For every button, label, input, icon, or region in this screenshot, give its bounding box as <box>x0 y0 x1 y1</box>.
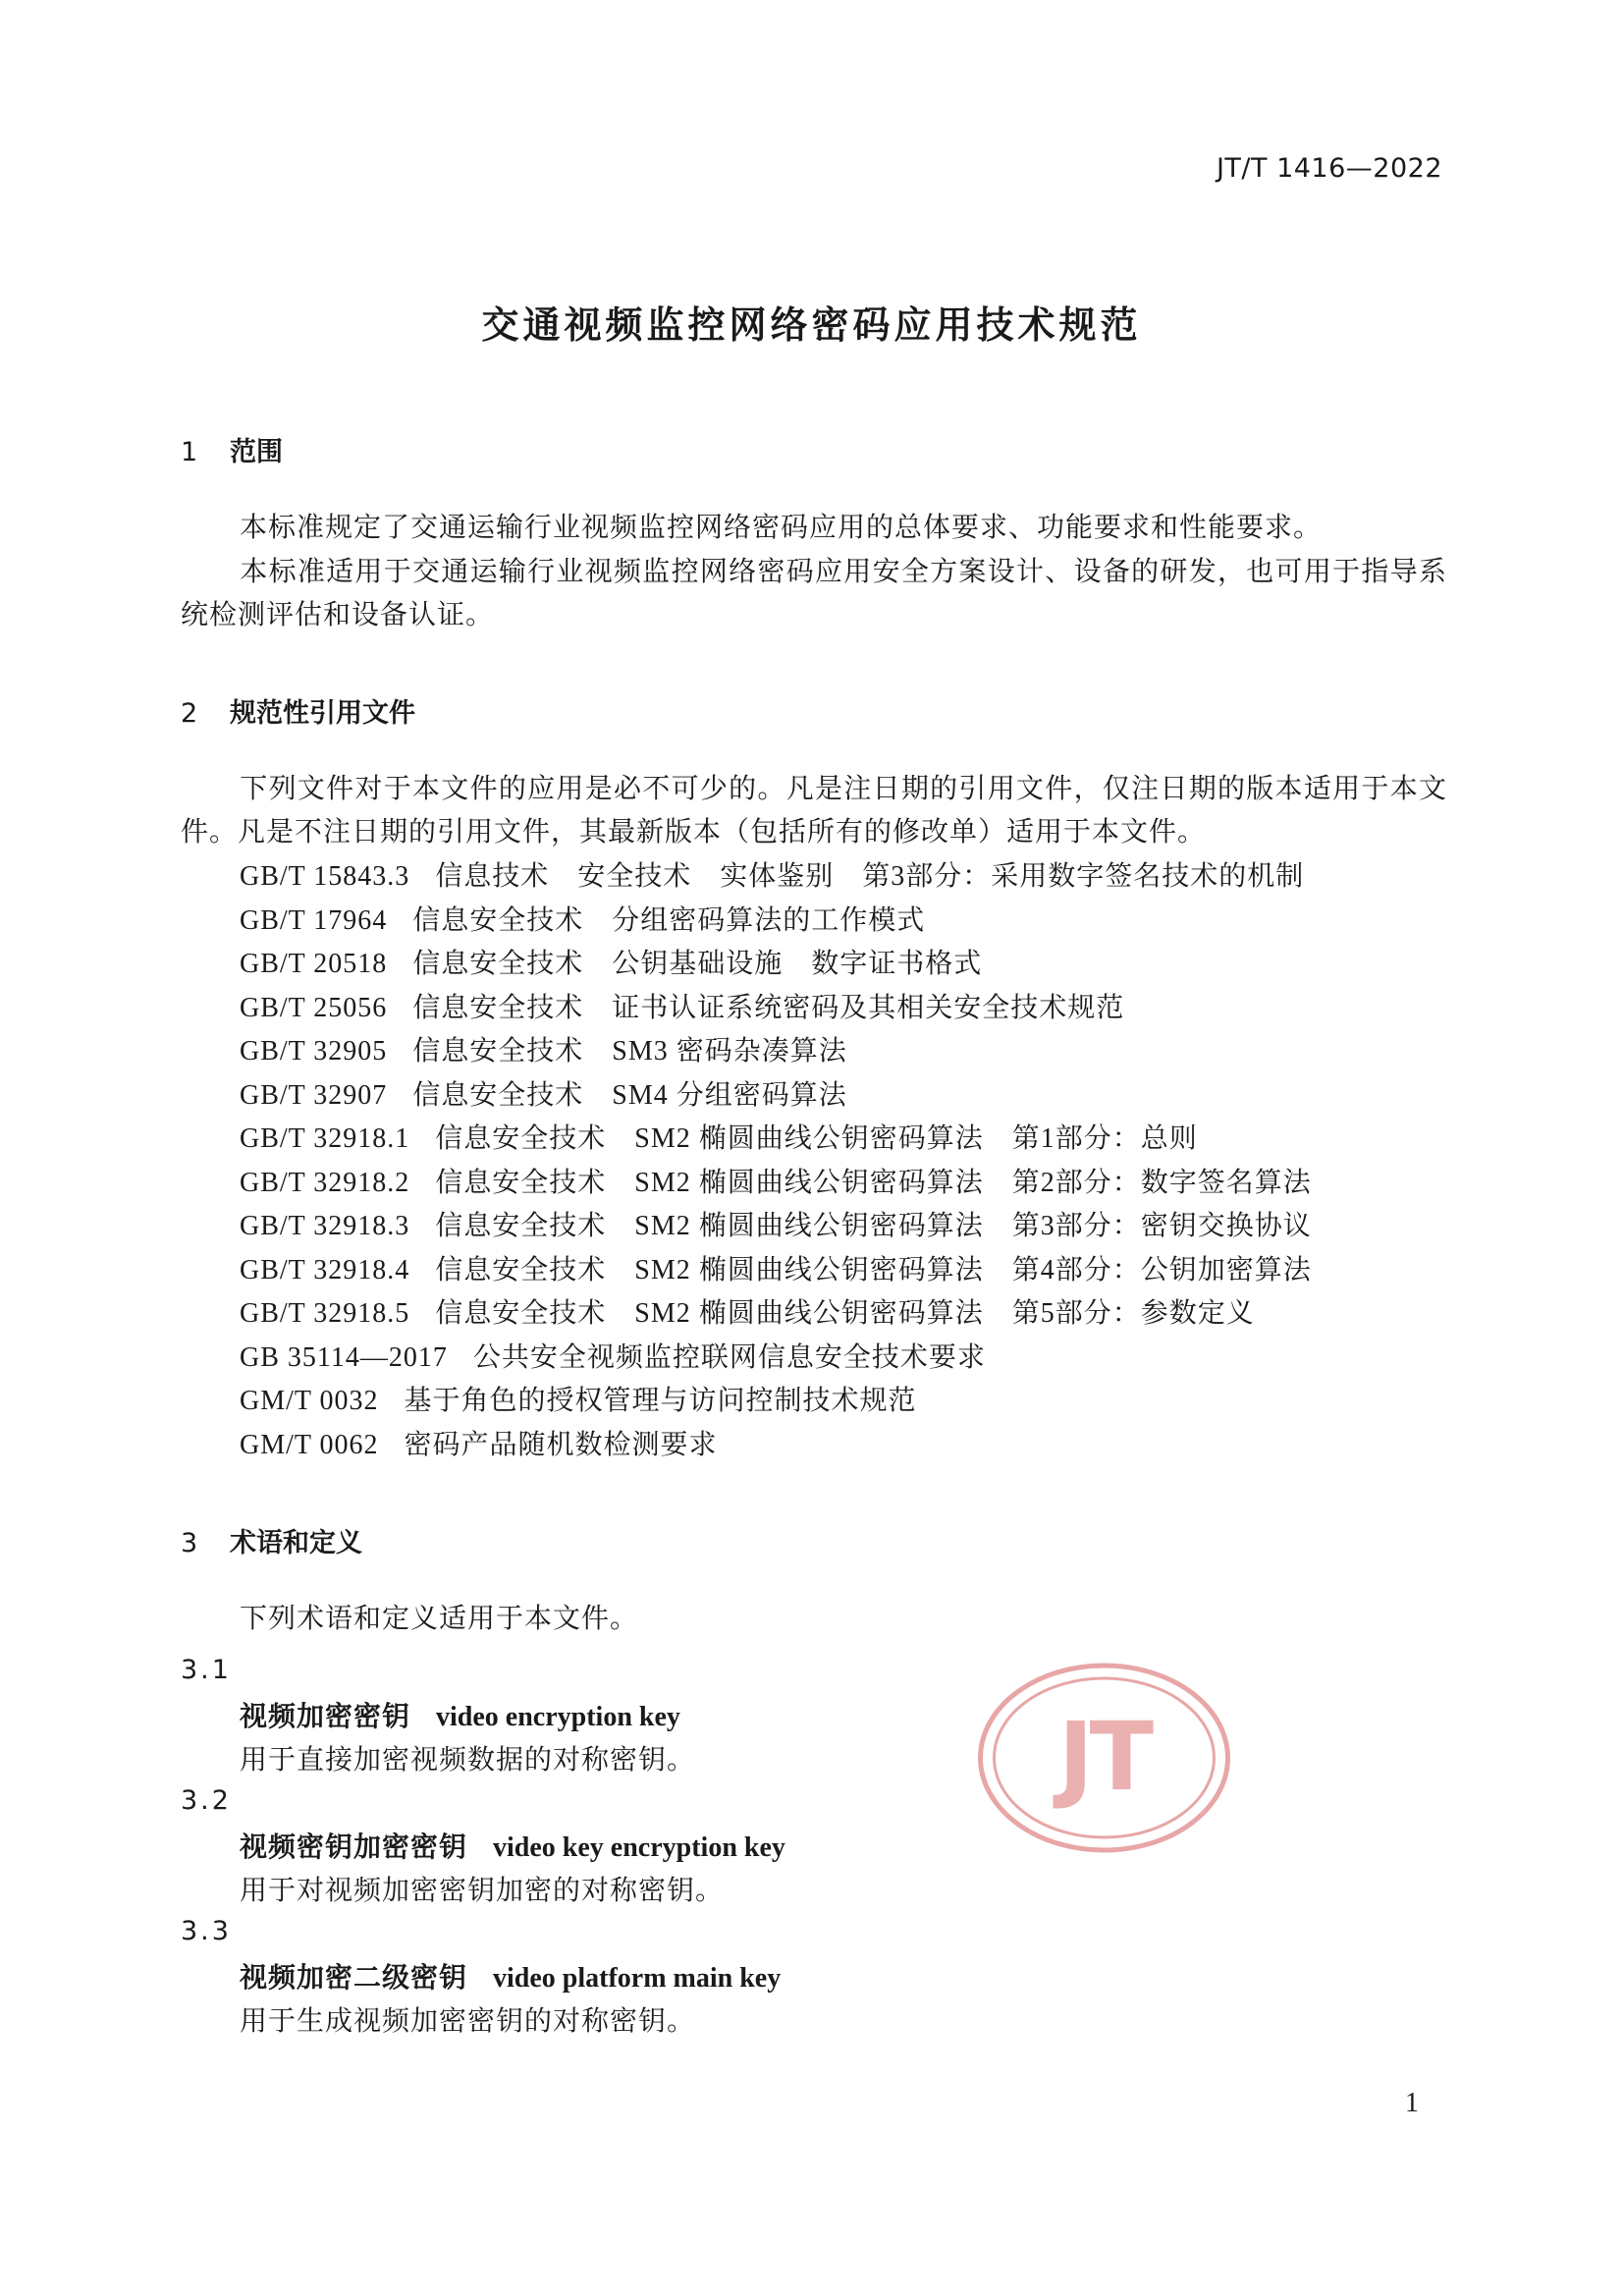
term-name: 视频加密二级密钥 video platform main key <box>240 1963 782 1994</box>
reference-item: GB/T 25056 信息安全技术 证书认证系统密码及其相关安全技术规范 <box>240 992 1125 1023</box>
reference-item: GB/T 32905 信息安全技术 SM3 密码杂凑算法 <box>240 1036 847 1066</box>
term-definition: 用于对视频加密密钥加密的对称密钥。 <box>240 1876 725 1906</box>
reference-item: GB/T 20518 信息安全技术 公钥基础设施 数字证书格式 <box>240 949 983 979</box>
seal-text: JT <box>1057 1702 1151 1812</box>
standard-code: JT/T 1416—2022 <box>1216 153 1442 184</box>
term-number: 3.1 <box>181 1655 232 1685</box>
section-heading-terms <box>181 1521 362 1559</box>
terms-intro: 下列术语和定义适用于本文件。 <box>240 1604 639 1634</box>
section-title: 术语和定义 <box>230 1528 362 1558</box>
jt-watermark-seal <box>974 1660 1234 1856</box>
term-number: 3.2 <box>181 1785 232 1816</box>
reference-item: GB 35114—2017 公共安全视频监控联网信息安全技术要求 <box>240 1341 986 1373</box>
document-title: 交通视频监控网络密码应用技术规范 <box>481 303 1142 347</box>
page-number: 1 <box>1405 2088 1419 2118</box>
references-intro: 下列文件对于本文件的应用是必不可少的。凡是注日期的引用文件，仅注日期的版本适用于本文件。凡是不注日期的引用文件，其最新版本（包括所有的修改单）适用于本文件。 <box>181 774 1447 847</box>
reference-item: GB/T 32918.1 信息安全技术 SM2 椭圆曲线公钥密码算法 第1部分：总则 <box>240 1123 1198 1154</box>
section-title: 规范性引用文件 <box>230 698 415 729</box>
reference-item: GB/T 17964 信息安全技术 分组密码算法的工作模式 <box>240 904 926 936</box>
term-number: 3.3 <box>181 1916 232 1946</box>
term-definition: 用于直接加密视频数据的对称密钥。 <box>240 1745 696 1776</box>
reference-item: GB/T 32918.3 信息安全技术 SM2 椭圆曲线公钥密码算法 第3部分：密钥交换协议 <box>240 1211 1312 1241</box>
section-number: 2 <box>181 698 198 729</box>
section-number: 3 <box>181 1528 198 1558</box>
section-heading-scope <box>181 430 283 468</box>
reference-list <box>240 855 1467 1467</box>
scope-paragraph-2: 本标准适用于交通运输行业视频监控网络密码应用安全方案设计、设备的研发，也可用于指导系统检测评估和设备认证。 <box>181 557 1447 630</box>
reference-item: GB/T 32918.2 信息安全技术 SM2 椭圆曲线公钥密码算法 第2部分：数字签名算法 <box>240 1167 1312 1198</box>
term-name: 视频加密密钥 video encryption key <box>240 1702 680 1732</box>
term-definition: 用于生成视频加密密钥的对称密钥。 <box>240 2006 696 2037</box>
reference-item: GB/T 32907 信息安全技术 SM4 分组密码算法 <box>240 1079 847 1111</box>
reference-item: GM/T 0062 密码产品随机数检测要求 <box>240 1429 718 1460</box>
reference-item: GB/T 15843.3 信息技术 安全技术 实体鉴别 第3部分：采用数字签名技术的机制 <box>240 861 1305 892</box>
reference-item: GM/T 0032 基于角色的授权管理与访问控制技术规范 <box>240 1386 917 1416</box>
term-name: 视频密钥加密密钥 video key encryption key <box>240 1832 785 1863</box>
reference-item: GB/T 32918.5 信息安全技术 SM2 椭圆曲线公钥密码算法 第5部分：参数定义 <box>240 1298 1255 1329</box>
scope-paragraph-1: 本标准规定了交通运输行业视频监控网络密码应用的总体要求、功能要求和性能要求。 <box>240 513 1323 543</box>
section-title: 范围 <box>230 437 283 467</box>
section-number: 1 <box>181 437 198 467</box>
section-heading-normative-references <box>181 691 415 730</box>
reference-item: GB/T 32918.4 信息安全技术 SM2 椭圆曲线公钥密码算法 第4部分：公钥加密算法 <box>240 1254 1312 1285</box>
